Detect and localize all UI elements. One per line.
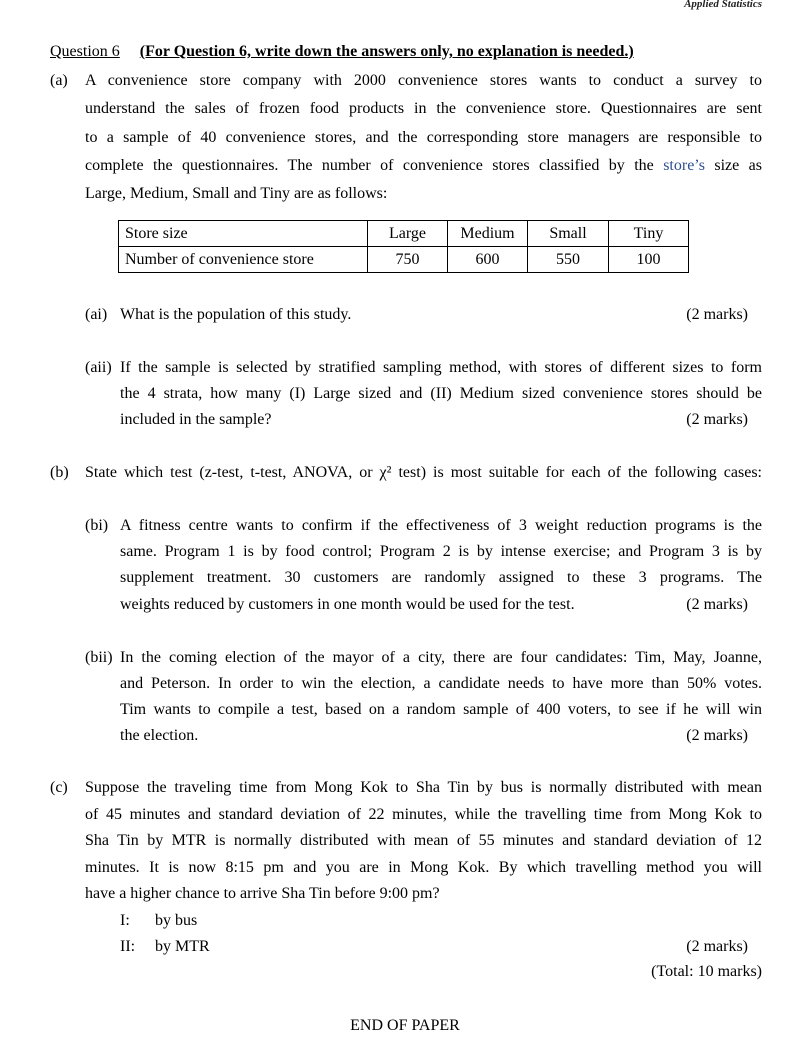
part-c-line: of 45 minutes and standard deviation of 22 minutes, while the travelling time from Mong Kok to: [85, 806, 762, 823]
marks: (2 marks): [686, 306, 748, 323]
part-b-label: (b): [50, 464, 69, 481]
part-bi-line: same. Program 1 is by food control; Program 2 is by intense exercise; and Program 3 is by: [120, 543, 762, 560]
part-b-text: State which test (z-test, t-test, ANOVA, or χ² test) is most suitable for each of the following cases:: [85, 464, 762, 481]
option-text: by MTR: [155, 938, 210, 955]
part-bi-line: weights reduced by customers in one month would be used for the test.: [120, 596, 575, 613]
highlight-word: store’s: [663, 157, 705, 174]
part-a-line: [85, 156, 762, 176]
part-ai-label: (ai): [85, 306, 108, 323]
part-a-label: (a): [50, 72, 68, 89]
part-a-line: to a sample of 40 convenience stores, and the corresponding store managers are responsible to: [85, 129, 762, 146]
part-bi-label: (bi): [85, 517, 109, 534]
table-cell: Medium: [448, 221, 528, 247]
part-aii-label: (aii): [85, 359, 112, 376]
part-c-line: minutes. It is now 8:15 pm and you are in Mong Kok. By which travelling method you will: [85, 859, 762, 876]
option-label: I:: [120, 912, 130, 929]
table-cell: Store size: [119, 221, 368, 247]
option-text: by bus: [155, 912, 198, 929]
table-cell: Tiny: [609, 221, 689, 247]
part-bii-label: (bii): [85, 649, 113, 666]
table-cell: Large: [368, 221, 448, 247]
part-ai-text: What is the population of this study.: [120, 306, 352, 323]
part-a-line: understand the sales of frozen food products in the convenience store. Questionnaires are sent: [85, 100, 762, 117]
part-a-line: A convenience store company with 2000 convenience stores wants to conduct a survey to: [85, 72, 762, 89]
part-aii-line: included in the sample?: [120, 411, 272, 428]
table-cell: 550: [528, 247, 609, 273]
part-bi-line: A fitness centre wants to confirm if the effectiveness of 3 weight reduction programs is the: [120, 517, 762, 534]
part-bii-line: the election.: [120, 727, 199, 744]
total-marks: (Total: 10 marks): [651, 963, 762, 980]
running-header: Applied Statistics: [684, 0, 762, 10]
part-aii-line: the 4 strata, how many (I) Large sized and (II) Medium sized convenience stores should be: [120, 385, 762, 402]
table-row: [119, 221, 689, 247]
marks: (2 marks): [686, 411, 748, 428]
table-row: [119, 247, 689, 273]
option-label: II:: [120, 938, 136, 955]
part-a-line: Large, Medium, Small and Tiny are as follows:: [85, 185, 388, 202]
marks: (2 marks): [686, 938, 748, 955]
part-bii-line: In the coming election of the mayor of a city, there are four candidates: Tim, May, Joanne,: [120, 649, 762, 666]
store-size-table: [118, 220, 689, 273]
marks: (2 marks): [686, 727, 748, 744]
part-c-label: (c): [50, 779, 68, 796]
part-bii-line: Tim wants to compile a test, based on a random sample of 400 voters, to see if he will win: [120, 701, 762, 718]
question-heading: [50, 42, 634, 62]
table-cell: 600: [448, 247, 528, 273]
part-bi-line: supplement treatment. 30 customers are randomly assigned to these 3 programs. The: [120, 569, 762, 586]
end-of-paper: END OF PAPER: [350, 1017, 460, 1034]
part-c-line: Sha Tin by MTR is normally distributed with mean of 55 minutes and standard deviation of 12: [85, 832, 762, 849]
table-cell: Number of convenience store: [119, 247, 368, 273]
table-cell: 100: [609, 247, 689, 273]
part-c-line: Suppose the traveling time from Mong Kok to Sha Tin by bus is normally distributed with mean: [85, 779, 762, 796]
part-a-line-text: complete the questionnaires. The number of convenience stores classified by the: [85, 157, 664, 174]
part-a-line-end: size as: [704, 157, 762, 174]
part-c-line: have a higher chance to arrive Sha Tin before 9:00 pm?: [85, 885, 440, 902]
part-bii-line: and Peterson. In order to win the election, a candidate needs to have more than 50% votes.: [120, 675, 762, 692]
question-label: Question 6: [50, 43, 120, 60]
table-cell: 750: [368, 247, 448, 273]
marks: (2 marks): [686, 596, 748, 613]
question-instruction: (For Question 6, write down the answers only, no explanation is needed.): [139, 43, 634, 60]
table-cell: Small: [528, 221, 609, 247]
part-aii-line: If the sample is selected by stratified sampling method, with stores of different sizes to form: [120, 359, 762, 376]
